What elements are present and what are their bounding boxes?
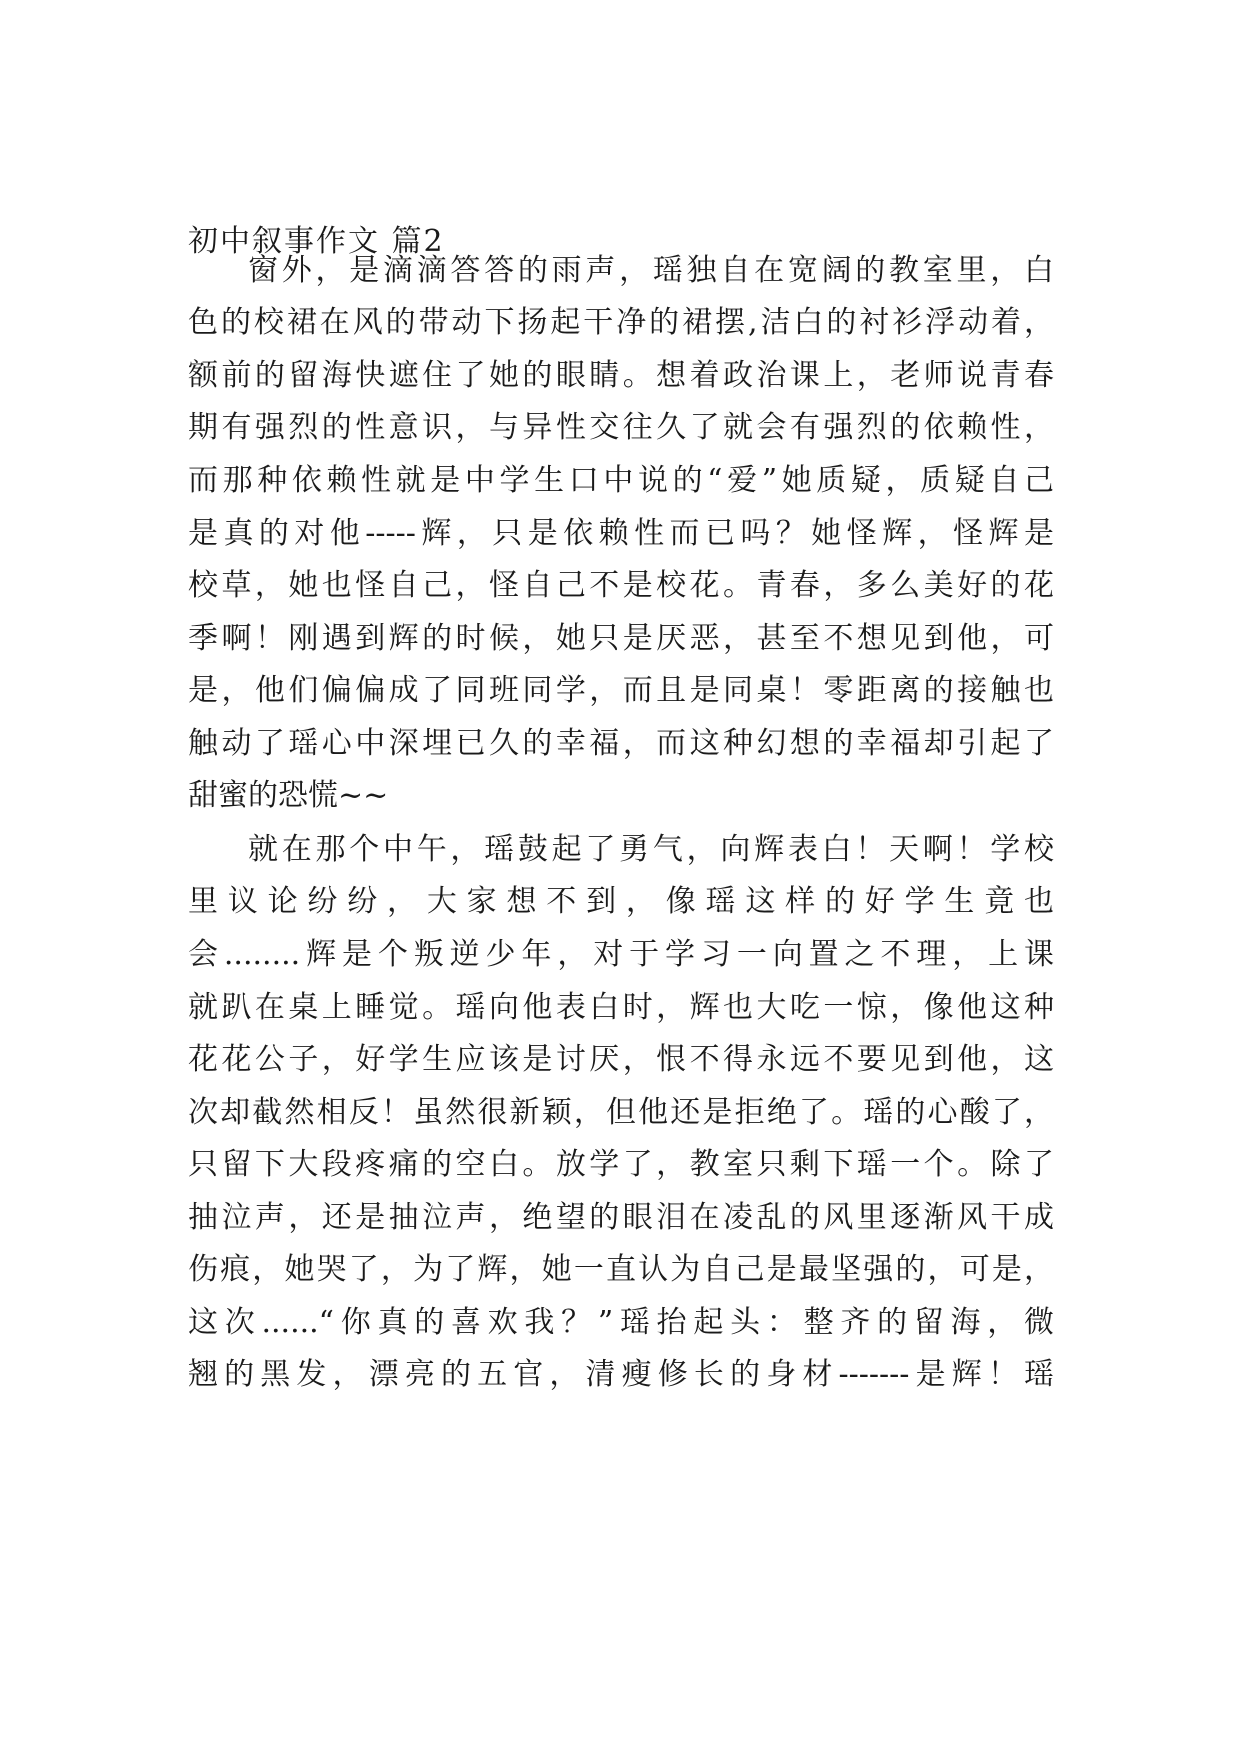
- paragraph-1-line: 期有强烈的性意识，与异性交往久了就会有强烈的依赖性，: [188, 410, 1054, 445]
- paragraph-2-line: 伤痕，她哭了，为了辉，她一直认为自己是最坚强的，可是，: [188, 1252, 1054, 1287]
- paragraph-1-line: 是真的对他-----辉，只是依赖性而已吗？她怪辉，怪辉是: [188, 516, 1054, 551]
- paragraph-1-line: 是，他们偏偏成了同班同学，而且是同桌！零距离的接触也: [188, 673, 1054, 708]
- paragraph-1-line: 色的校裙在风的带动下扬起干净的裙摆,洁白的衬衫浮动着，: [188, 305, 1054, 340]
- paragraph-2-line: 次却截然相反！虽然很新颖，但他还是拒绝了。瑶的心酸了，: [188, 1095, 1054, 1130]
- paragraph-1-line: 而那种依赖性就是中学生口中说的“爱”她质疑，质疑自己: [188, 463, 1054, 498]
- paragraph-2-line: 翘的黑发，漂亮的五官，清瘦修长的身材-------是辉！瑶: [188, 1357, 1054, 1392]
- paragraph-2-line: 会........辉是个叛逆少年，对于学习一向置之不理，上课: [188, 937, 1054, 972]
- paragraph-1-line: 窗外，是滴滴答答的雨声，瑶独自在宽阔的教室里，白: [248, 253, 1054, 288]
- paragraph-1-line: 校草，她也怪自己，怪自己不是校花。青春，多么美好的花: [188, 568, 1054, 603]
- paragraph-2-line: 里议论纷纷，大家想不到，像瑶这样的好学生竟也: [188, 884, 1054, 919]
- paragraph-1-line: 甜蜜的恐慌~~: [188, 778, 389, 813]
- paragraph-2-line: 抽泣声，还是抽泣声，绝望的眼泪在凌乱的风里逐渐风干成: [188, 1200, 1054, 1235]
- paragraph-2-line: 就在那个中午，瑶鼓起了勇气，向辉表白！天啊！学校: [248, 832, 1054, 867]
- document-title: 初中叙事作文 篇2: [188, 224, 445, 259]
- paragraph-1-line: 额前的留海快遮住了她的眼睛。想着政治课上，老师说青春: [188, 358, 1054, 393]
- paragraph-2-line: 这次......“你真的喜欢我？”瑶抬起头：整齐的留海，微: [188, 1305, 1054, 1340]
- paragraph-2-line: 只留下大段疼痛的空白。放学了，教室只剩下瑶一个。除了: [188, 1147, 1054, 1182]
- paragraph-2-line: 就趴在桌上睡觉。瑶向他表白时，辉也大吃一惊，像他这种: [188, 990, 1054, 1025]
- paragraph-1-line: 触动了瑶心中深埋已久的幸福，而这种幻想的幸福却引起了: [188, 726, 1054, 761]
- paragraph-1-line: 季啊！刚遇到辉的时候，她只是厌恶，甚至不想见到他，可: [188, 621, 1054, 656]
- paragraph-2-line: 花花公子，好学生应该是讨厌，恨不得永远不要见到他，这: [188, 1042, 1054, 1077]
